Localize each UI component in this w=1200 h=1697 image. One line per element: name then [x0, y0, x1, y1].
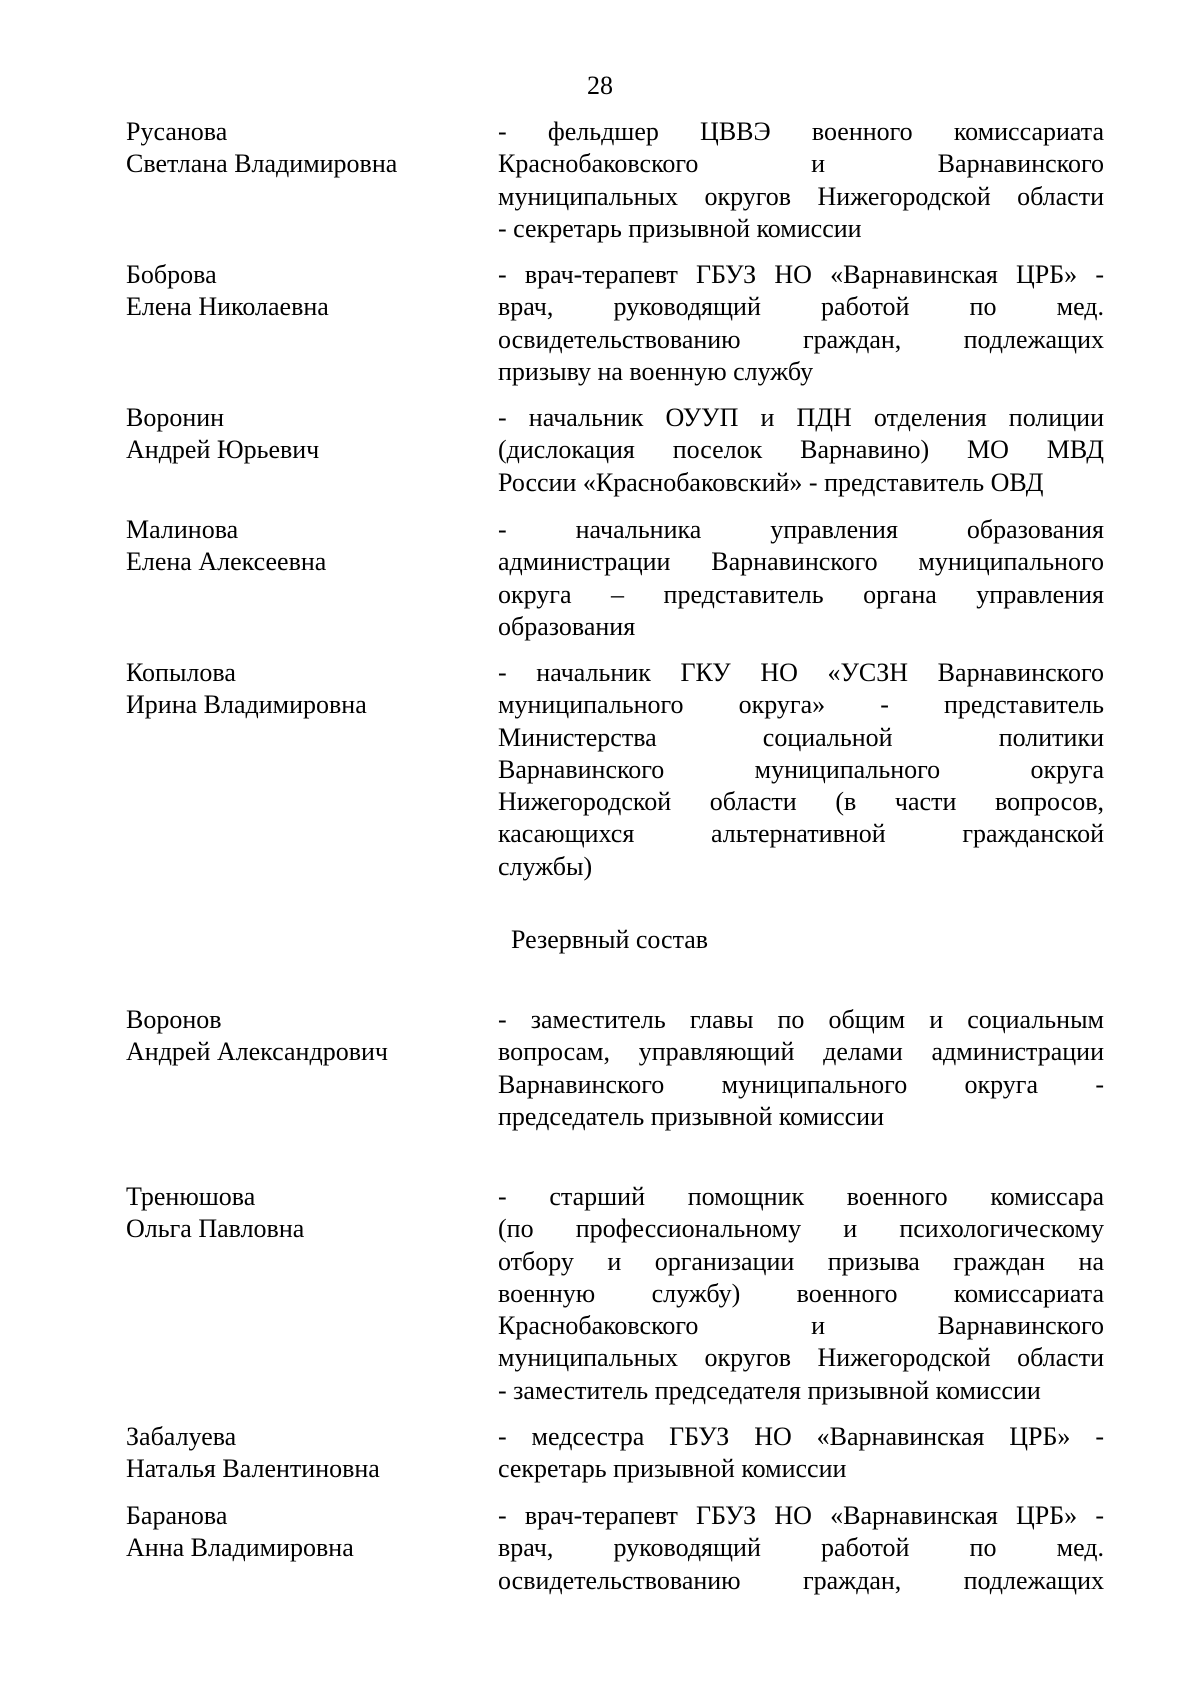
reserve-section-title: Резервный состав — [511, 925, 709, 954]
position-line: освидетельствованию граждан, подлежащих — [498, 324, 1104, 354]
member-given-names: Наталья Валентиновна — [126, 1454, 380, 1483]
member-position — [498, 402, 1104, 499]
position-line: врач, руководящий работой по мед. — [498, 292, 1104, 322]
position-line: Варнавинского муниципального округа — [498, 754, 1104, 784]
position-line: муниципальных округов Нижегородской области — [498, 181, 1104, 211]
member-position — [498, 116, 1104, 245]
member-position — [498, 1500, 1104, 1597]
member-name — [126, 259, 466, 323]
position-line: освидетельствованию граждан, подлежащих — [498, 1565, 1104, 1595]
member-surname: Воронин — [126, 403, 225, 432]
member-surname: Малинова — [126, 515, 239, 544]
position-line: (дислокация поселок Варнавино) МО МВД — [498, 435, 1104, 465]
member-given-names: Андрей Юрьевич — [126, 435, 320, 464]
position-line: касающихся альтернативной гражданской — [498, 819, 1104, 849]
member-position — [498, 1181, 1104, 1407]
member-given-names: Елена Алексеевна — [126, 547, 327, 576]
member-given-names: Елена Николаевна — [126, 292, 329, 321]
position-line: - секретарь призывной комиссии — [498, 213, 862, 243]
page-number: 28 — [587, 71, 613, 100]
member-name — [126, 514, 466, 578]
member-given-names: Анна Владимировна — [126, 1533, 354, 1562]
member-surname: Тренюшова — [126, 1182, 256, 1211]
member-given-names: Андрей Александрович — [126, 1037, 388, 1066]
position-line: секретарь призывной комиссии — [498, 1454, 847, 1484]
member-position — [498, 657, 1104, 883]
member-given-names: Ирина Владимировна — [126, 690, 367, 719]
member-name — [126, 1421, 466, 1485]
position-line: Нижегородской области (в части вопросов, — [498, 787, 1104, 817]
position-line: - начальник ОУУП и ПДН отделения полиции — [498, 403, 1104, 432]
position-line: администрации Варнавинского муниципального — [498, 547, 1104, 577]
position-line: муниципальных округов Нижегородской области — [498, 1343, 1104, 1373]
member-name — [126, 1500, 466, 1564]
member-name — [126, 1181, 466, 1245]
member-name — [126, 116, 466, 180]
position-line: - заместитель главы по общим и социальным — [498, 1005, 1104, 1034]
position-line: призыву на военную службу — [498, 356, 814, 386]
member-given-names: Ольга Павловна — [126, 1214, 305, 1243]
member-surname: Русанова — [126, 117, 228, 146]
position-line: - врач-терапевт ГБУЗ НО «Варнавинская ЦРБ» - — [498, 260, 1104, 289]
position-line: округа – представитель органа управления — [498, 579, 1104, 609]
position-line: - фельдшер ЦВВЭ военного комиссариата — [498, 117, 1104, 146]
position-line: - врач-терапевт ГБУЗ НО «Варнавинская ЦРБ» - — [498, 1501, 1104, 1530]
position-line: Министерства социальной политики — [498, 722, 1104, 752]
position-line: - заместитель председателя призывной комиссии — [498, 1375, 1041, 1405]
member-surname: Копылова — [126, 658, 236, 687]
position-line: военную службу) военного комиссариата — [498, 1278, 1104, 1308]
member-position — [498, 1004, 1104, 1133]
member-surname: Боброва — [126, 260, 217, 289]
position-line: председатель призывной комиссии — [498, 1101, 884, 1131]
position-line: - начальник ГКУ НО «УСЗН Варнавинского — [498, 658, 1104, 687]
member-surname: Забалуева — [126, 1422, 237, 1451]
member-surname: Баранова — [126, 1501, 228, 1530]
position-line: (по профессиональному и психологическому — [498, 1214, 1104, 1244]
position-line: отбору и организации призыва граждан на — [498, 1246, 1104, 1276]
position-line: врач, руководящий работой по мед. — [498, 1533, 1104, 1563]
position-line: - медсестра ГБУЗ НО «Варнавинская ЦРБ» - — [498, 1422, 1104, 1451]
member-surname: Воронов — [126, 1005, 222, 1034]
member-name — [126, 1004, 466, 1068]
position-line: Краснобаковского и Варнавинского — [498, 149, 1104, 179]
position-line: муниципального округа» - представитель — [498, 690, 1104, 720]
position-line: образования — [498, 611, 636, 641]
position-line: вопросам, управляющий делами администрации — [498, 1037, 1104, 1067]
member-position — [498, 259, 1104, 388]
position-line: - старший помощник военного комиссара — [498, 1182, 1104, 1211]
member-name — [126, 402, 466, 466]
member-position — [498, 1421, 1104, 1486]
position-line: службы) — [498, 851, 593, 881]
member-given-names: Светлана Владимировна — [126, 149, 398, 178]
member-position — [498, 514, 1104, 643]
member-name — [126, 657, 466, 721]
position-line: России «Краснобаковский» - представитель ОВД — [498, 467, 1044, 497]
position-line: Варнавинского муниципального округа - — [498, 1069, 1104, 1099]
position-line: Краснобаковского и Варнавинского — [498, 1311, 1104, 1341]
position-line: - начальника управления образования — [498, 515, 1104, 544]
